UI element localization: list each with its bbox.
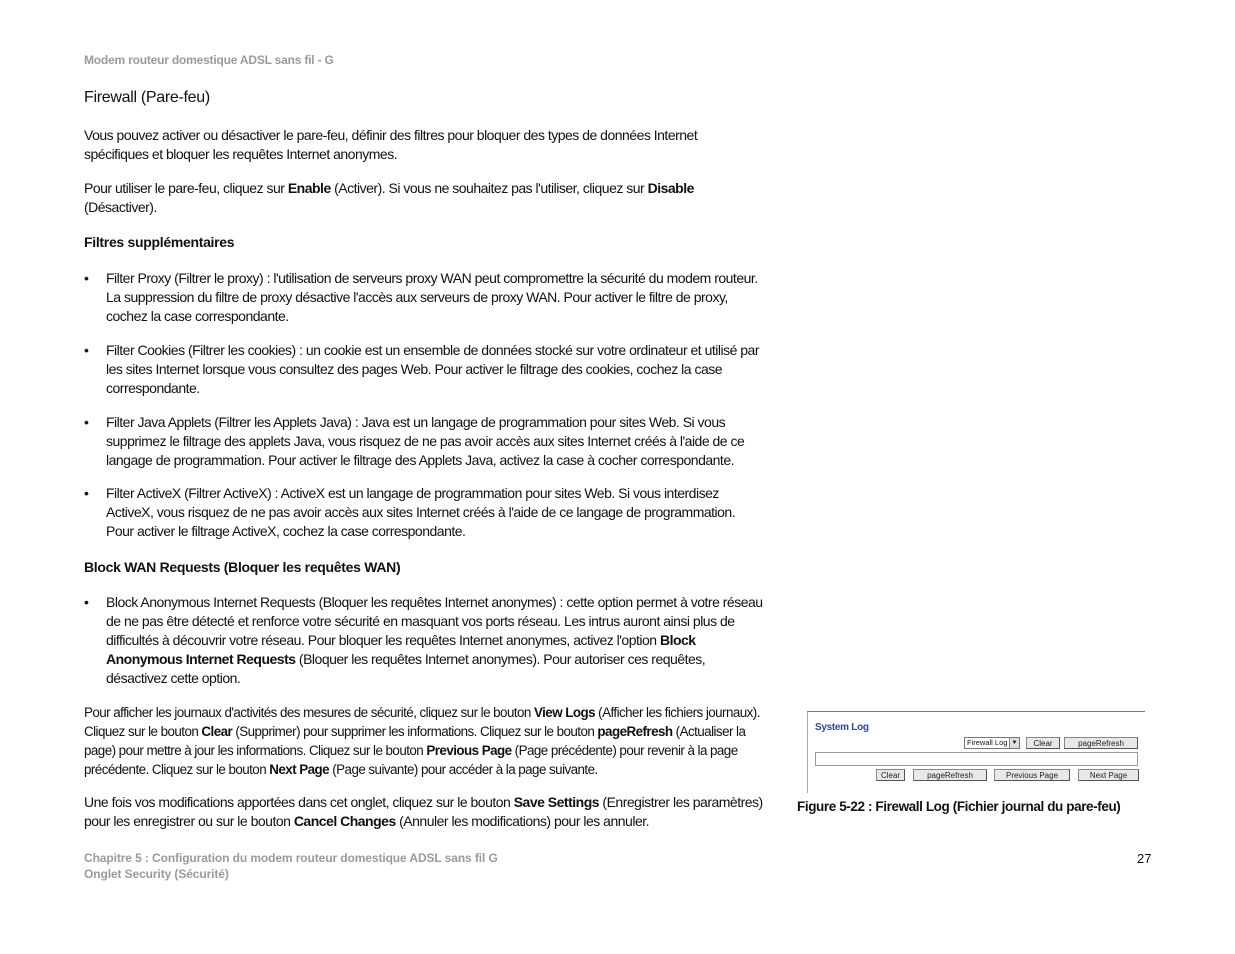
wan-heading: Block WAN Requests (Bloquer les requêtes WAN) — [84, 559, 401, 575]
log-display-area — [815, 752, 1138, 766]
list-item-text: Filter Java Applets (Filtrer les Applets Java) : Java est un langage de programmation pour sites Web. Si vous supprimez le filtrage des applets Java, vous risquez de ne pas avoir accès aux sites Internet créés à l'aide de ce langage de programmation. Pour activer le filtrage des Applets Java, activez la case à cocher correspondante. — [106, 414, 745, 468]
filters-heading: Filtres supplémentaires — [84, 234, 235, 250]
previous-page-button[interactable]: Previous Page — [994, 769, 1070, 781]
text-span: (Page précédente) pour revenir à la page précédente. Cliquez sur le bouton — [84, 743, 738, 777]
text-span: (Page suivante) pour accéder à la page suivante. — [329, 762, 598, 777]
section-title: Firewall (Pare-feu) — [84, 89, 210, 106]
text-span: (Annuler les modifications) pour les annuler. — [395, 813, 650, 829]
list-item-text: Filter Proxy (Filtrer le proxy) : l'utilisation de serveurs proxy WAN peut compromettre la sécurité du modem routeur. La suppression du filtre de proxy désactive l'accès aux serveurs de proxy WAN. Pour activer le filtre de proxy, cochez la case correspondante. — [106, 270, 758, 324]
logs-paragraph — [84, 703, 764, 779]
next-page-term: Next Page — [269, 762, 330, 777]
next-page-button[interactable]: Next Page — [1078, 769, 1139, 781]
text-span: (Supprimer) pour supprimer les informations. Cliquez sur le bouton — [232, 724, 598, 739]
text-span: (Afficher les fichiers journaux). Cliquez sur le bouton — [84, 705, 760, 739]
clear-button-top[interactable]: Clear — [1026, 737, 1060, 749]
bullet-dot: • — [84, 485, 89, 501]
text-span: Pour utiliser le pare-feu, cliquez sur — [84, 180, 288, 196]
page-refresh-button-top[interactable]: pageRefresh — [1064, 737, 1138, 749]
chevron-down-icon: ▼ — [1009, 738, 1019, 748]
filter-cookies-item — [84, 341, 764, 398]
previous-page-term: Previous Page — [426, 743, 512, 758]
list-item-text — [106, 593, 764, 688]
clear-term: Clear — [201, 724, 233, 739]
page-number: 27 — [1137, 851, 1152, 866]
pagerefresh-term: pageRefresh — [597, 724, 673, 739]
footer-section: Onglet Security (Sécurité) — [84, 867, 229, 881]
filter-java-item — [84, 413, 764, 470]
bullet-dot: • — [84, 594, 89, 610]
system-log-title: System Log — [815, 722, 869, 733]
page-refresh-button-bottom[interactable]: pageRefresh — [913, 769, 987, 781]
clear-button-bottom[interactable]: Clear — [876, 769, 905, 781]
text-span: Une fois vos modifications apportées dans cet onglet, cliquez sur le bouton — [84, 794, 514, 810]
save-settings-term: Save Settings — [513, 794, 600, 810]
enable-paragraph — [84, 179, 764, 217]
figure-caption: Figure 5-22 : Firewall Log (Fichier journal du pare-feu) — [797, 799, 1121, 814]
log-type-select[interactable] — [964, 737, 1020, 749]
enable-term: Enable — [287, 180, 331, 196]
footer-chapter: Chapitre 5 : Configuration du modem routeur domestique ADSL sans fil G — [84, 851, 498, 865]
filter-proxy-item — [84, 269, 764, 326]
cancel-changes-term: Cancel Changes — [293, 813, 396, 829]
filter-activex-item — [84, 484, 764, 541]
text-span: Block Anonymous Internet Requests (Bloquer les requêtes Internet anonymes) : cette option permet à votre réseau de ne pas être détecté et renforce votre sécurité en masquant vos ports réseau. Les intrus auront ainsi plus de difficultés à découvrir votre réseau. Pour bloquer les requêtes Internet anonymes, activez l'option — [106, 594, 763, 648]
text-span: (Bloquer les requêtes Internet anonymes). Pour autoriser ces requêtes, désactivez cette option. — [106, 651, 706, 686]
block-anonymous-term: Block Anonymous Internet Requests — [106, 632, 696, 667]
block-anonymous-item — [84, 593, 764, 688]
list-item-text: Filter ActiveX (Filtrer ActiveX) : ActiveX est un langage de programmation pour sites Web. Si vous interdisez ActiveX, vous risquez de ne pas avoir accès aux sites Internet créés à l'aide de ce langage de programmation. Pour activer le filtrage ActiveX, cochez la case correspondante. — [106, 485, 736, 539]
bullet-dot: • — [84, 414, 89, 430]
bullet-dot: • — [84, 342, 89, 358]
text-span: (Activer). Si vous ne souhaitez pas l'utiliser, cliquez sur — [330, 180, 648, 196]
text-span: (Enregistrer les paramètres) pour les enregistrer ou sur le bouton — [84, 794, 763, 829]
intro-paragraph: Vous pouvez activer ou désactiver le pare-feu, définir des filtres pour bloquer des types de données Internet spécifiques et bloquer les requêtes Internet anonymes. — [84, 127, 698, 162]
view-logs-term: View Logs — [533, 705, 596, 720]
system-log-figure — [807, 711, 1145, 793]
disable-term: Disable — [647, 180, 694, 196]
text-span: Pour afficher les journaux d'activités des mesures de sécurité, cliquez sur le bouton — [84, 705, 534, 720]
text-span: (Désactiver). — [84, 199, 157, 215]
bullet-dot: • — [84, 270, 89, 286]
text-span: (Actualiser la page) pour mettre à jour les informations. Cliquez sur le bouton — [84, 724, 746, 758]
running-header: Modem routeur domestique ADSL sans fil - G — [84, 53, 334, 67]
list-item-text: Filter Cookies (Filtrer les cookies) : un cookie est un ensemble de données stocké sur votre ordinateur et utilisé par les sites Internet lorsque vous consultez des pages Web. Pour activer le filtrage des cookies, cochez la case correspondante. — [106, 342, 760, 396]
save-paragraph — [84, 793, 764, 831]
log-type-value: Firewall Log — [967, 738, 1008, 747]
